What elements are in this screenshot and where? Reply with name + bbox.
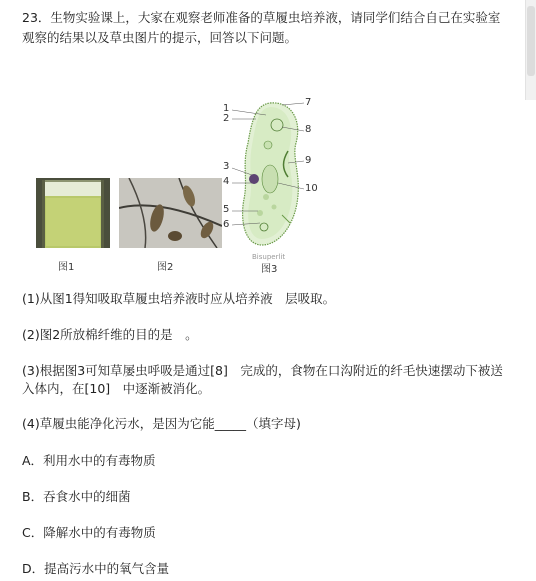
figure-1-test-tube-photo [36,178,110,248]
subquestion-2: (2)图2所放棉纤维的目的是 。 [22,327,198,342]
subquestion-3-line-2: 入体内，在[10] 中逐渐被消化。 [22,381,211,396]
figure-3-paramecium-diagram [222,95,322,255]
option-b: B．吞食水中的细菌 [22,489,131,504]
scrollbar-thumb[interactable] [527,6,535,76]
diagram-label-7: 7 [305,97,312,108]
scrollbar[interactable] [525,0,536,100]
subquestion-3-line-1: (3)根据图3可知草屡虫呼吸是通过[8] 完成的，食物在口沟附近的纤毛快速摆动下被送 [22,363,503,378]
diagram-label-8: 8 [305,124,312,135]
option-a: A．利用水中的有毒物质 [22,453,156,468]
diagram-label-5: 5 [223,204,230,215]
question-title-line-2: 观察的结果以及草虫图片的提示，回答以下问题。 [22,30,298,45]
figure-3-label: 图3 [261,264,278,275]
diagram-label-6: 6 [223,219,230,230]
question-title-line-1: 23．生物实验课上，大家在观察老师准备的草履虫培养液，请同学们结合自己在实验室 [22,10,501,25]
diagram-label-2: 2 [223,113,230,124]
option-d: D．提高污水中的氧气含量 [22,561,170,576]
diagram-label-9: 9 [305,155,312,166]
figure-2-label: 图2 [157,262,174,273]
diagram-label-4: 4 [223,176,230,187]
image-watermark: Bisuperlit [252,253,286,261]
question-title [22,8,512,48]
figure-2-microscope-photo [119,178,222,248]
diagram-label-1: 1 [223,103,230,114]
diagram-label-3: 3 [223,161,230,172]
diagram-label-10: 10 [305,183,318,194]
figure-1-label: 图1 [58,262,75,273]
option-c: C．降解水中的有毒物质 [22,525,156,540]
subquestion-1: (1)从图1得知吸取草履虫培养液时应从培养液 层吸取。 [22,291,336,306]
subquestion-4: (4)草履虫能净化污水，是因为它能_____（填字母) [22,416,301,431]
figures-panel [36,95,326,275]
